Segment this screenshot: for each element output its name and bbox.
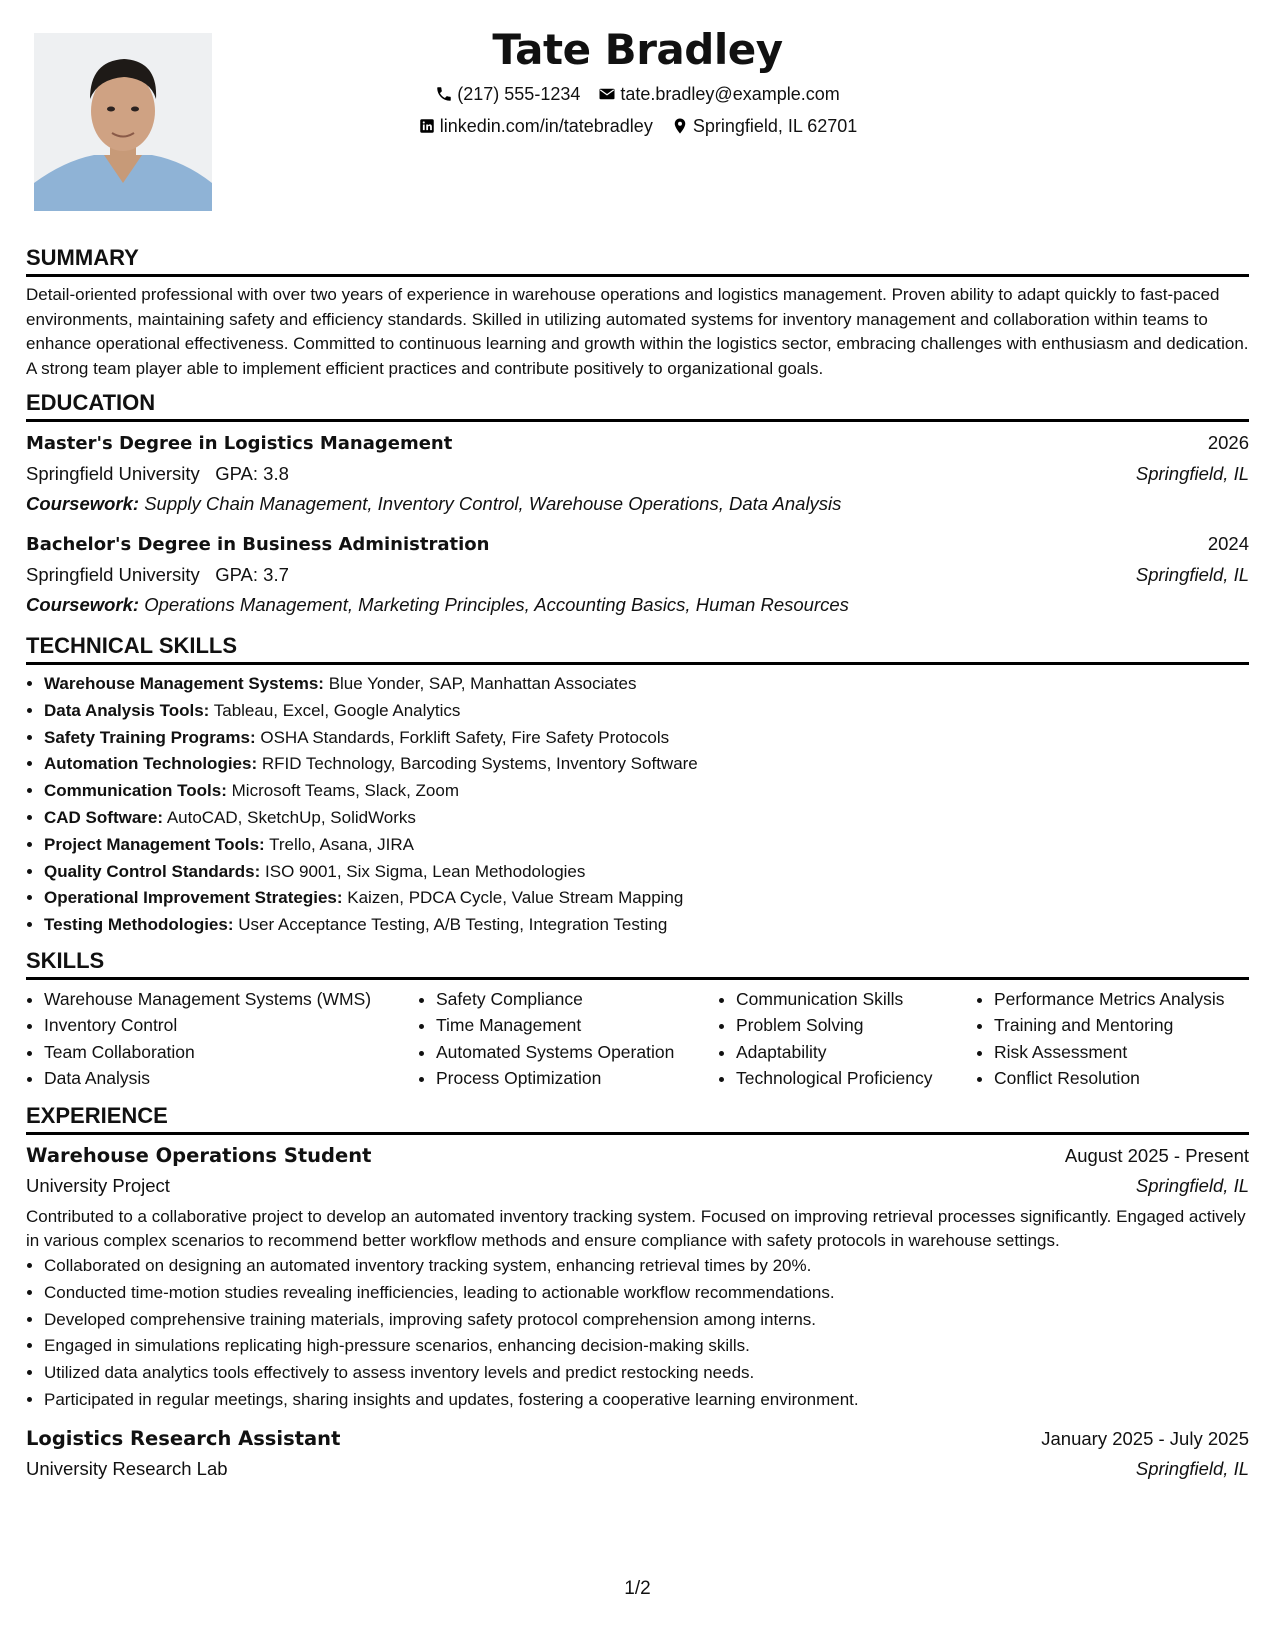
degree-year: 2024 [1207,533,1249,554]
technical-skill-item: • Testing Methodologies: User Acceptance Testing, A/B Testing, Integration Testing [44,912,1249,939]
school-location: Springfield, IL [1135,463,1249,484]
school-location: Springfield, IL [1135,564,1249,585]
contact-line-1 [230,78,1045,110]
email-contact[interactable] [598,78,839,110]
education-entry [26,529,1249,620]
gpa: GPA: 3.7 [215,564,289,585]
coursework [26,590,1249,620]
map-pin-icon [671,117,689,135]
email-text: tate.bradley@example.com [620,84,840,104]
education-section [26,389,1249,632]
technical-skill-item: • Safety Training Programs: OSHA Standards, Forklift Safety, Fire Safety Protocols [44,725,1249,752]
header [230,22,1045,142]
gpa: GPA: 3.8 [215,463,289,484]
section-divider [26,419,1249,422]
job-dates: August 2025 - Present [1064,1144,1249,1166]
experience-section [26,1102,1249,1484]
coursework-list: Supply Chain Management, Inventory Control, Warehouse Operations, Data Analysis [144,493,842,514]
skills-column [976,986,1249,1092]
coursework-label: Coursework: [26,594,140,615]
contact-line-2 [230,110,1045,142]
coursework-list: Operations Management, Marketing Principles, Accounting Basics, Human Resources [144,594,849,615]
skill-item: • Team Collaboration [44,1039,418,1066]
location-contact [671,110,857,142]
job-bullet: • Collaborated on designing an automated inventory tracking system, enhancing retrieval times by 20%. [44,1253,1249,1280]
degree-title: Bachelor's Degree in Business Administration [26,534,490,555]
technical-skill-item: • Automation Technologies: RFID Technology, Barcoding Systems, Inventory Software [44,751,1249,778]
technical-skill-item: • Project Management Tools: Trello, Asana, JIRA [44,832,1249,859]
job-location: Springfield, IL [1135,1457,1249,1479]
skills-column [26,986,418,1092]
section-divider [26,1132,1249,1135]
job-bullet: • Conducted time-motion studies revealing inefficiencies, leading to actionable workflow recommendations. [44,1280,1249,1307]
job-dates: January 2025 - July 2025 [1041,1427,1249,1449]
experience-heading: EXPERIENCE [26,1102,168,1128]
profile-photo [34,33,212,211]
technical-skills-list [26,671,1249,939]
resume-body [26,244,1249,1484]
skill-item: • Time Management [436,1012,718,1039]
skill-item: • Conflict Resolution [994,1065,1249,1092]
coursework-label: Coursework: [26,493,140,514]
technical-skills-heading: TECHNICAL SKILLS [26,633,238,658]
skill-item: • Communication Skills [736,986,976,1013]
job-bullet: • Participated in regular meetings, sharing insights and updates, fostering a cooperative learning environment. [44,1387,1249,1414]
technical-skill-item: • CAD Software: AutoCAD, SketchUp, SolidWorks [44,805,1249,832]
experience-entry [26,1141,1249,1414]
technical-skill-item: • Communication Tools: Microsoft Teams, Slack, Zoom [44,778,1249,805]
skills-grid [26,986,1249,1092]
coursework [26,489,1249,519]
job-bullet: • Developed comprehensive training materials, improving safety protocol comprehension among interns. [44,1307,1249,1334]
job-location: Springfield, IL [1135,1174,1249,1196]
skills-section [26,947,1249,1102]
job-description: Contributed to a collaborative project to develop an automated inventory tracking system. Focused on improving retrieval processes significantly. Engaged actively in various complex scenarios to recommend better workflow methods and ensure compliance with safety protocols in warehouse settings. [26,1206,1246,1250]
job-bullets [26,1253,1249,1414]
experience-entry [26,1424,1249,1484]
job-org: University Project [26,1174,170,1196]
job-bullet: • Utilized data analytics tools effectively to assess inventory levels and predict restocking needs. [44,1360,1249,1387]
skill-item: • Inventory Control [44,1012,418,1039]
skills-column [718,986,976,1092]
location-text: Springfield, IL 62701 [692,116,858,136]
job-org: University Research Lab [26,1457,228,1479]
education-heading: EDUCATION [26,390,156,415]
school-name: Springfield University [26,564,200,585]
linkedin-text: linkedin.com/in/tatebradley [439,116,653,136]
degree-year: 2026 [1207,432,1249,453]
summary-text: Detail-oriented professional with over two years of experience in warehouse operations and logistics management. Proven ability to adapt quickly to fast-paced environments, maintaining safety and efficiency standards. Skilled in utilizing automated systems for inventory management and collaboration within teams to enhance operational effectiveness. Committed to continuous learning and growth within the logistics sector, embracing challenges with enthusiasm and dedication. A strong team player able to implement efficient practices and contribute positively to organizational goals. [26,285,1249,378]
skill-item: • Automated Systems Operation [436,1039,718,1066]
education-entry [26,428,1249,519]
degree-title: Master's Degree in Logistics Management [26,433,453,454]
skill-item: • Risk Assessment [994,1039,1249,1066]
skill-item: • Training and Mentoring [994,1012,1249,1039]
skill-item: • Warehouse Management Systems (WMS) [44,986,418,1013]
phone-contact[interactable] [435,78,580,110]
job-title: Warehouse Operations Student [26,1143,372,1167]
linkedin-contact[interactable] [418,110,653,142]
skill-item: • Problem Solving [736,1012,976,1039]
skill-item: • Adaptability [736,1039,976,1066]
skill-item: • Process Optimization [436,1065,718,1092]
phone-icon [435,85,453,103]
technical-skill-item: • Warehouse Management Systems: Blue Yonder, SAP, Manhattan Associates [44,671,1249,698]
school-name: Springfield University [26,463,200,484]
skill-item: • Performance Metrics Analysis [994,986,1249,1013]
phone-text: (217) 555-1234 [457,84,581,104]
section-divider [26,662,1249,665]
envelope-icon [598,85,616,103]
linkedin-icon [418,117,436,135]
technical-skill-item: • Data Analysis Tools: Tableau, Excel, Google Analytics [44,698,1249,725]
page-number: 1/2 [624,1578,651,1599]
technical-skill-item: • Operational Improvement Strategies: Kaizen, PDCA Cycle, Value Stream Mapping [44,885,1249,912]
technical-skills-section [26,632,1249,947]
summary-section [26,244,1249,381]
skills-column [418,986,718,1092]
technical-skill-item: • Quality Control Standards: ISO 9001, Six Sigma, Lean Methodologies [44,859,1249,886]
job-title: Logistics Research Assistant [26,1426,341,1450]
skills-heading: SKILLS [26,947,105,973]
section-divider [26,977,1249,980]
section-divider [26,274,1249,277]
job-bullet: • Engaged in simulations replicating high-pressure scenarios, enhancing decision-making skills. [44,1333,1249,1360]
skill-item: • Safety Compliance [436,986,718,1013]
summary-heading: SUMMARY [26,245,139,270]
candidate-name: Tate Bradley [492,25,783,74]
skill-item: • Technological Proficiency [736,1065,976,1092]
skill-item: • Data Analysis [44,1065,418,1092]
